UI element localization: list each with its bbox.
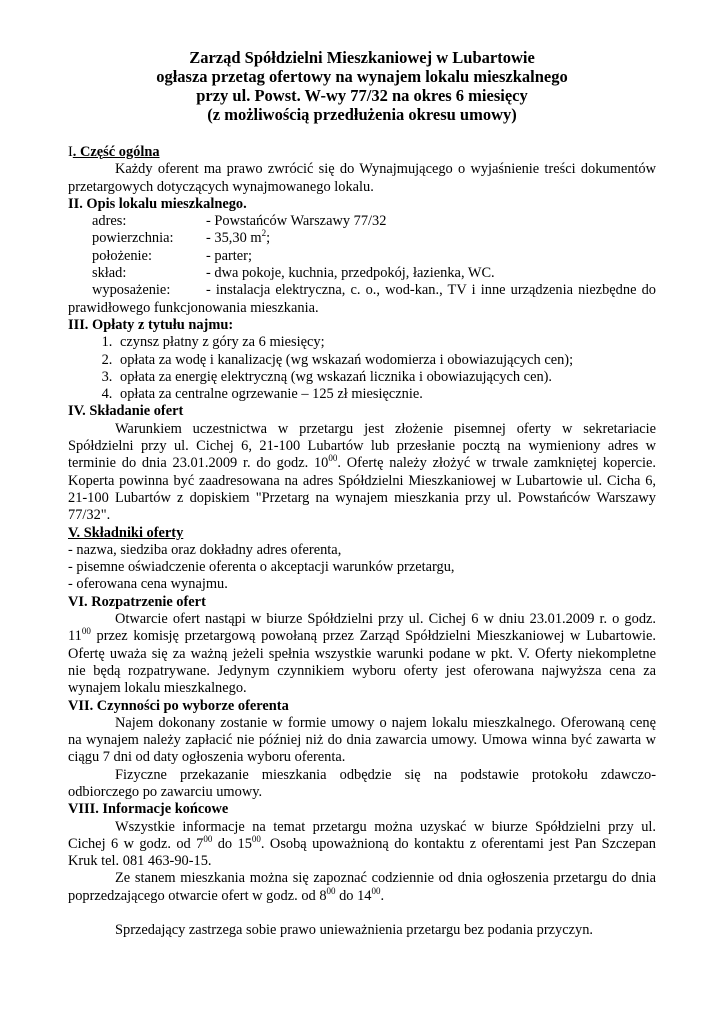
text-line: odbiorczego po zawarciu umowy. [68, 783, 263, 800]
list-item: 3. opłata za energię elektryczną (wg wskazań licznika i obowiazujących cen). [116, 369, 656, 386]
text-line: Ze stanem mieszkania można się zapoznać codziennie od dnia ogłoszenia przetargu do dnia [115, 870, 656, 887]
text-line: Koperta powinna być zaadresowana na adres Spółdzielni Mieszkaniowej w Lubartowie ul. Cicha 6, [68, 472, 656, 489]
text-line: nie będą rozpatrywane. Jedynym czynnikiem wyboru oferty jest oferowana najwyższa cena za [68, 662, 656, 679]
title-line-1: Zarząd Spółdzielni Mieszkaniowej w Lubartowie [189, 48, 535, 67]
field-value: - dwa pokoje, kuchnia, przedpokój, łazienka, WC. [206, 265, 495, 282]
text-line: Wszystkie informacje na temat przetargu można uzyskać w biurze Spółdzielni przy ul. [115, 818, 656, 835]
list-item: - oferowana cena wynajmu. [68, 576, 228, 593]
section-3-heading: III. Opłaty z tytułu najmu: [68, 316, 234, 333]
list-item: 1. czynsz płatny z góry za 6 miesięcy; [116, 334, 656, 351]
text-line: 77/32". [68, 507, 111, 524]
list-item: - pisemne oświadczenie oferenta o akceptacji warunków przetargu, [68, 559, 455, 576]
title-line-4: (z możliwością przedłużenia okresu umowy) [207, 105, 517, 124]
announcement-document [68, 48, 656, 939]
text-line: Warunkiem uczestnictwa w przetargu jest złożenie pisemnej oferty w sekretariacie [115, 420, 656, 437]
field-position [68, 248, 656, 265]
field-value: - 35,30 $m^2$; [206, 228, 271, 247]
text-line: terminie do dnia 23.01.2009 r. do godz. $10^{00}$. Ofertę należy złożyć w trwale zamkniętej kopercie. [68, 453, 656, 472]
text-line: Spółdzielni przy ul. Cichej 6, 21-100 Lubartów lub przesłanie pocztą na wymieniony adres w [68, 438, 656, 455]
text-line: ciągu 7 dni od daty ogłoszenia wyboru oferenta. [68, 749, 346, 766]
text-line: Fizyczne przekazanie mieszkania odbędzie się na podstawie protokołu zdawczo- [115, 766, 656, 783]
text-line: 21-100 Lubartów z dopiskiem "Przetarg na wynajem mieszkania przy ul. Powstańców Warszawy [68, 489, 656, 506]
field-address [68, 213, 656, 230]
list-item: - nazwa, siedziba oraz dokładny adres oferenta, [68, 541, 342, 558]
field-composition [68, 265, 656, 282]
text-line: Najem dokonany zostanie w formie umowy o najem lokalu mieszkalnego. Oferowaną cenę [115, 714, 656, 731]
field-label: wyposażenie: [92, 282, 171, 299]
field-equipment [68, 282, 656, 299]
text-line: wynajem lokalu mieszkalnego. [68, 680, 247, 697]
fees-list [68, 334, 656, 403]
closing-statement: Sprzedający zastrzega sobie prawo unieważnienia przetargu bez podania przyczyn. [115, 922, 593, 939]
field-label: adres: [92, 213, 127, 230]
text-line: Ofertę uważa się za ważną jeżeli spełnia wszystkie warunki podane w pkt. V. Oferty niekompletne [68, 645, 656, 662]
section-1-text: Każdy oferent ma prawo zwrócić się do Wynajmującego o wyjaśnienie treści dokumentów [115, 161, 656, 178]
section-1-heading: I. Część ogólna [68, 144, 160, 160]
field-label: skład: [92, 265, 127, 282]
section-6-heading: VI. Rozpatrzenie ofert [68, 593, 206, 610]
field-value: - parter; [206, 247, 252, 264]
section-7-heading: VII. Czynności po wyborze oferenta [68, 697, 289, 714]
text-line: na wynajem należy zapłacić nie później niż do dnia zawarcia umowy. Umowa winna być zawarta w [68, 732, 656, 749]
list-item: 4. opłata za centralne ogrzewanie – 125 zł miesięcznie. [116, 386, 656, 403]
text-line: Kruk tel. 081 463-90-15. [68, 853, 212, 870]
field-value: - instalacja elektryczna, c. o., wod-kan., TV i inne urządzenia niezbędne do [206, 282, 656, 299]
section-8-heading: VIII. Informacje końcowe [68, 801, 229, 818]
title-line-3: przy ul. Powst. W-wy 77/32 na okres 6 miesięcy [196, 86, 528, 105]
text-line: poprzedzającego otwarcie ofert w godz. od $8^{00}$ do $14^{00}$. [68, 885, 385, 904]
text-line: Cichej 6 w godz. od $7^{00}$ do $15^{00}$. Osobą upoważnioną do kontaktu z oferentami jest Pan Szczepan [68, 833, 656, 852]
text-line: $11^{00}$ przez komisję przetargową powołaną przez Zarząd Spółdzielni Mieszkaniowej w Lubartowie. [68, 626, 656, 645]
text-line: Otwarcie ofert nastąpi w biurze Spółdzielni przy ul. Cichej 6 w dniu 23.01.2009 r. o godz. [115, 611, 656, 628]
list-item: 2. opłata za wodę i kanalizację (wg wskazań wodomierza i obowiazujących cen); [116, 352, 656, 369]
section-2-heading: II. Opis lokalu mieszkalnego. [68, 195, 247, 212]
field-area [68, 230, 656, 247]
document-title [68, 48, 656, 124]
field-label: powierzchnia: [92, 230, 174, 247]
field-equipment-cont: prawidłowego funkcjonowania mieszkania. [68, 299, 319, 316]
field-label: położenie: [92, 247, 152, 264]
field-value: - Powstańców Warszawy 77/32 [206, 213, 387, 230]
section-4-heading: IV. Składanie ofert [68, 403, 184, 420]
title-line-2: ogłasza przetag ofertowy na wynajem lokalu mieszkalnego [156, 67, 568, 86]
section-1-text-cont: przetargowych dotyczących wynajmowanego lokalu. [68, 178, 374, 195]
section-5-heading: V. Składniki oferty [68, 524, 184, 541]
